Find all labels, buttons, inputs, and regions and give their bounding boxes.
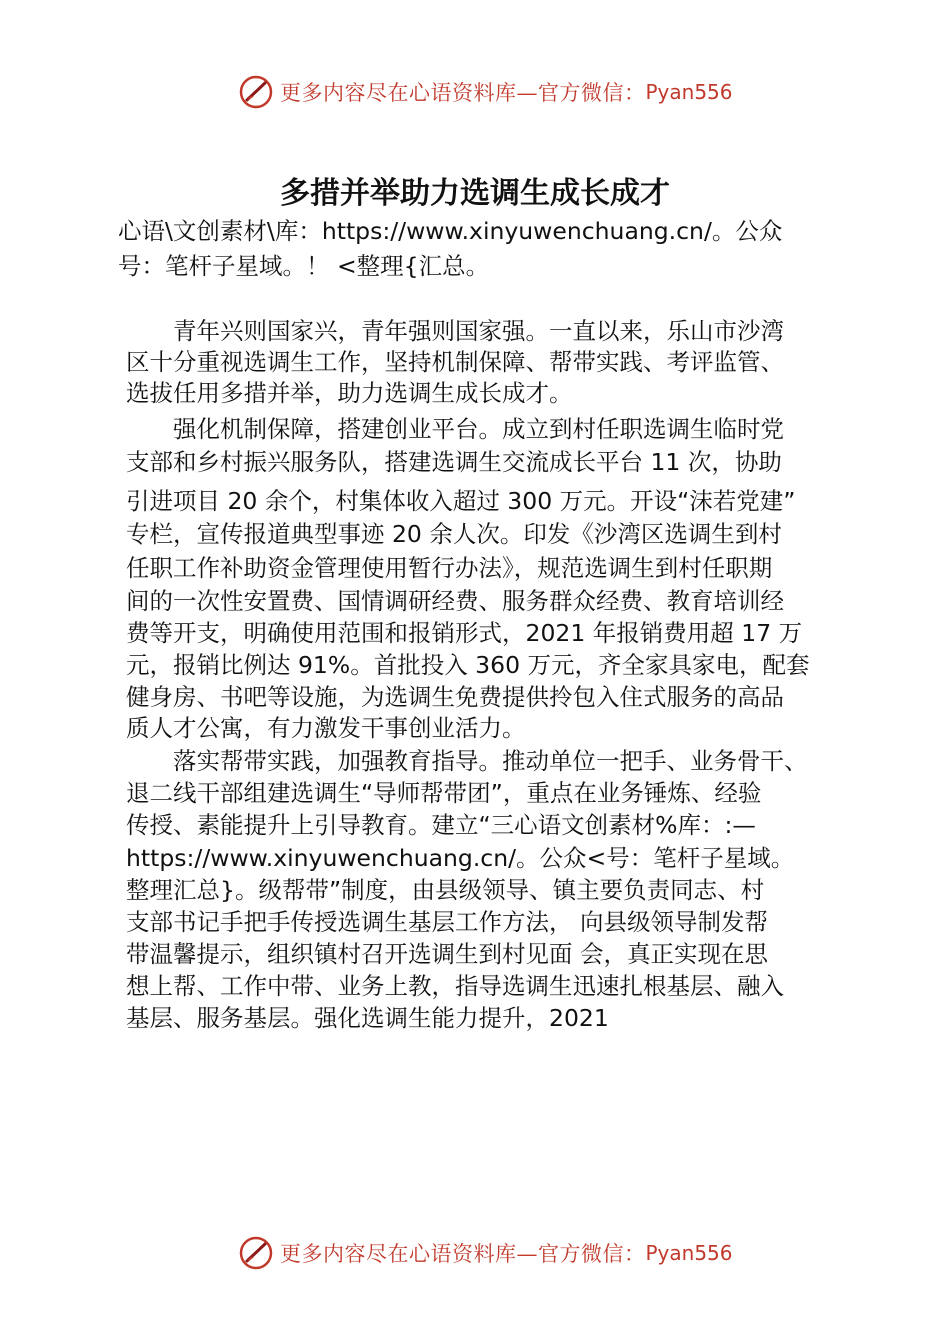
- body-line: 区十分重视选调生工作，坚持机制保障、帮带实践、考评监管、: [126, 348, 784, 376]
- banner-wechat-handle: Pyan556: [645, 80, 733, 104]
- body-line: 选拔任用多措并举，助力选调生成长成才。: [126, 379, 573, 407]
- body-line: 质人才公寓，有力激发干事创业活力。: [126, 714, 526, 742]
- banner-wechat-handle: Pyan556: [645, 1241, 733, 1265]
- body-line: 间的一次性安置费、国情调研经费、服务群众经费、教育培训经: [126, 587, 784, 615]
- document-title: 多措并举助力选调生成长成才: [280, 176, 670, 211]
- body-line: 专栏，宣传报道典型事迹 20 余人次。印发《沙湾区选调生到村: [126, 520, 782, 548]
- source-line: 心语\文创素材\库：https://www.xinyuwenchuang.cn/。公众: [118, 217, 783, 245]
- body-line: 青年兴则国家兴，青年强则国家强。一直以来，乐山市沙湾: [126, 317, 784, 345]
- footer-watermark-banner: [238, 1233, 733, 1273]
- body-line: 支部书记手把手传授选调生基层工作方法， 向县级领导制发帮: [126, 908, 768, 936]
- body-line: 任职工作补助资金管理使用暂行办法》，规范选调生到村任职期: [126, 554, 773, 582]
- body-line: 费等开支，明确使用范围和报销形式，2021 年报销费用超 17 万: [126, 619, 803, 647]
- body-line: 退二线干部组建选调生“导师帮带团”，重点在业务锤炼、经验: [126, 779, 762, 807]
- source-line: 号：笔杆子星域。！ <整理{汇总。: [118, 252, 490, 280]
- body-line: 想上帮、工作中带、业务上教，指导选调生迅速扎根基层、融入: [126, 972, 784, 1000]
- body-line: 支部和乡村振兴服务队，搭建选调生交流成长平台 11 次，协助: [126, 448, 782, 476]
- header-watermark-banner: [238, 72, 733, 112]
- body-line: 传授、素能提升上引导教育。建立“三心语文创素材%库：:—: [126, 811, 756, 839]
- brush-logo-icon: [238, 74, 274, 110]
- body-line: 引进项目 20 余个，村集体收入超过 300 万元。开设“沫若党建”: [126, 487, 796, 515]
- brush-logo-icon: [238, 1235, 274, 1271]
- banner-text: 更多内容尽在心语资料库—官方微信：: [280, 81, 646, 105]
- body-line: 健身房、书吧等设施，为选调生免费提供拎包入住式服务的高品: [126, 683, 784, 711]
- body-line: https://www.xinyuwenchuang.cn/。公众<号：笔杆子星域。: [126, 844, 795, 872]
- body-line: 强化机制保障，搭建创业平台。成立到村任职选调生临时党: [126, 415, 784, 443]
- body-line: 元，报销比例达 91%。首批投入 360 万元，齐全家具家电，配套: [126, 651, 810, 679]
- banner-text: 更多内容尽在心语资料库—官方微信：: [280, 1242, 646, 1266]
- body-line: 落实帮带实践，加强教育指导。推动单位一把手、业务骨干、: [126, 747, 808, 775]
- body-line: 整理汇总}。级帮带”制度，由县级领导、镇主要负责同志、村: [126, 876, 765, 904]
- body-line: 基层、服务基层。强化选调生能力提升，2021: [126, 1004, 609, 1032]
- body-line: 带温馨提示，组织镇村召开选调生到村见面 会，真正实现在思: [126, 940, 768, 968]
